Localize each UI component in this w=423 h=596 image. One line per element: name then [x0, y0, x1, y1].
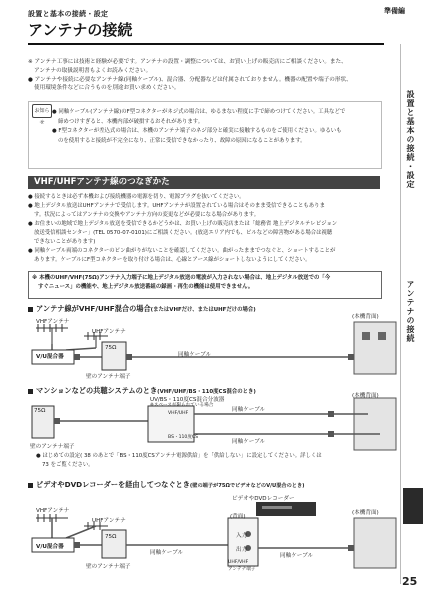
- intro-line: アンテナの取扱説明書もよくお読みください。: [34, 67, 152, 74]
- bullet-line: ● 同軸ケーブル両端のコネクターのピン曲がりがないことを確認してください。曲がったままでつなぐと、ショートすることが: [28, 248, 336, 254]
- diagram1-title: アンテナ線がVHF/UHF混合の場合: [36, 304, 151, 313]
- d2-bscs-label: BS・110度CS: [168, 435, 199, 440]
- d1-mixer-label: V/U混合器: [36, 354, 64, 360]
- memo-line: 締めつけすぎると、本機内部が破損するおそれがあります。: [58, 118, 204, 125]
- d2-splitter-label: UV/BS・110度CS混合分波器: [150, 397, 225, 403]
- side-divider: [400, 44, 401, 584]
- connector-icon: [328, 431, 334, 437]
- d3-antenna-terminal-label: アンテナ端子: [228, 567, 256, 572]
- intro-line: 使用環境条件などに合うものを別途お買い求めください。: [34, 85, 180, 92]
- connector-icon: [348, 545, 354, 551]
- d3-back-label: (本機背面): [352, 510, 379, 516]
- d1-cable-label: 同軸ケーブル: [178, 352, 212, 358]
- bullet-line: ● お住まいの地域で地上デジタル放送を受信できるかどうかは、お買い上げの販売店または「総務省 地上デジタルテレビジョン: [28, 221, 338, 227]
- d2-splitter-note: ※スペースが限られている場合: [150, 403, 214, 408]
- d1-wall-label: 壁のアンテナ端子: [86, 374, 131, 380]
- diagram3-heading: [28, 480, 305, 490]
- d2-cable2-label: 同軸ケーブル: [232, 439, 266, 445]
- bullet-line: あります。ケーブルにF型コネクターを取り付ける場合は、心線とアース線がショートしないようにしてください。: [34, 257, 311, 263]
- page-number: 25: [402, 575, 418, 588]
- intro-line: ● アンテナや接続に必要なアンテナ線(同軸ケーブル)、混合器、分配器などは付属されておりません。機器の配置や端子の形状、: [28, 76, 352, 83]
- warning-line: すぐニュース」の機能や、地上デジタル放送番組の録画・再生の機能は使用できません。: [38, 284, 254, 290]
- d3-terminal-label: 75Ω: [105, 534, 117, 540]
- memo-icon: お知らせ: [32, 104, 52, 118]
- section-bullets: [28, 193, 388, 265]
- d3-uhf-label: UHFアンテナ: [92, 518, 126, 524]
- side-tab-setup: 設置と基本の接続・設定: [406, 90, 415, 189]
- d2-terminal-label: 75Ω: [34, 408, 46, 414]
- side-tab-marker: [403, 488, 423, 524]
- d3-input-label: 入力: [236, 533, 248, 539]
- side-tab-antenna: アンテナの接続: [406, 280, 415, 343]
- heading-square-icon: [28, 389, 33, 394]
- d3-wall-label: 壁のアンテナ端子: [86, 564, 131, 570]
- tv-back-panel: [354, 398, 396, 450]
- vhf-antenna-icon: [36, 324, 68, 344]
- heading-square-icon: [28, 307, 33, 312]
- connector-icon: [126, 354, 132, 360]
- d2-cable1-label: 同軸ケーブル: [232, 407, 266, 413]
- bullet-line: 放送受信相談センター」(TEL 0570-07-0101)にご相談ください。(放送エリア内でも、ビルなどの障害物がある場合は視聴: [34, 230, 333, 236]
- bullet-line: ● 地上デジタル放送はUHFアンテナで受信します。UHFアンテナが設置されている場合はそのまま受信できることもありま: [28, 203, 325, 209]
- d1-back-label: (本機背面): [352, 314, 379, 320]
- intro-text: [28, 58, 388, 93]
- tv-port-icon: [378, 332, 386, 340]
- diagram1-graphic: [28, 314, 398, 378]
- memo-text: [52, 108, 378, 146]
- tv-back-panel: [354, 322, 396, 374]
- connector-icon: [74, 354, 80, 360]
- title-rule: [28, 43, 384, 45]
- tv-port-icon: [362, 332, 370, 340]
- breadcrumb: 設置と基本の接続・設定: [28, 10, 109, 18]
- memo-line: ● F型コネクターが差込式の場合は、本機のアンテナ端子のネジ部分と確実に接触するものをご使用ください。ゆるいも: [52, 128, 342, 134]
- d1-uhf-label: UHFアンテナ: [92, 329, 126, 335]
- d3-output-label: 出力: [236, 547, 248, 553]
- diagram2-note: (VHF/UHF/BS・110度CS混合のとき): [157, 389, 256, 395]
- d3-mixer-label: V/U混合器: [36, 544, 64, 550]
- page-title: アンテナの接続: [28, 21, 133, 39]
- d3-vhf-label: VHFアンテナ: [36, 508, 70, 514]
- connector-icon: [74, 542, 80, 548]
- diagram1-heading: [28, 304, 256, 314]
- memo-line: ● 同軸ケーブル(アンテナ線)のF型コネクターがネジ式の場合は、ゆるまない程度に手で締めつけてください。工具などで: [52, 109, 346, 115]
- diagram3-note: (壁の端子が75ΩでビデオなどのV/U混合のとき): [189, 483, 305, 489]
- warning-line: ※ 本機のUHF/VHF(75Ω)アンテナ入力端子に地上デジタル放送の電波が入力されない場合は、地上デジタル放送での「今: [32, 275, 331, 281]
- diagram1-note: (またはVHFだけ、またはUHFだけの場合): [150, 307, 256, 313]
- d2-vu-label: VHF/UHF: [168, 411, 189, 416]
- d3-cable2-label: 同軸ケーブル: [280, 553, 314, 559]
- d3-rear-label: (背面): [230, 514, 246, 520]
- tv-back-panel: [354, 518, 396, 568]
- warning-text: [32, 274, 378, 292]
- heading-square-icon: [28, 483, 33, 488]
- d2-wall-label: 壁のアンテナ端子: [30, 444, 75, 450]
- bullet-line: す。状況によってはアンテナの交換やアンテナ方向の変更などが必要になる場合があります。: [34, 212, 260, 218]
- intro-line: ※ アンテナ工事には技術と経験が必要です。アンテナの設置・調整については、お買い上げの販売店にご相談ください。また、: [28, 59, 347, 65]
- connector-icon: [328, 411, 334, 417]
- d2-note: [36, 452, 392, 470]
- connector-icon: [348, 354, 354, 360]
- d1-vhf-label: VHFアンテナ: [36, 319, 70, 325]
- d2-back-label: (本機背面): [352, 393, 379, 399]
- diagram3-title: ビデオやDVDレコーダーを経由してつなぐとき: [36, 480, 190, 489]
- d3-cable1-label: 同軸ケーブル: [150, 550, 184, 556]
- vhf-antenna-icon: [36, 514, 68, 538]
- section-heading: VHF/UHFアンテナ線のつなぎかた: [28, 176, 380, 189]
- recorder-rear-panel: [228, 518, 258, 566]
- section-tag: 準備編: [384, 7, 405, 15]
- diagram2-title: マンションなどの共聴システムのとき: [36, 386, 158, 395]
- connector-icon: [54, 418, 60, 424]
- d2-note-line: 73 をご覧ください。: [42, 461, 94, 468]
- bullet-line: ● 接続するときは必ず本機および接続機器の電源を切り、電源プラグを抜いてください。: [28, 194, 245, 200]
- bullet-line: できないことがあります): [34, 239, 96, 245]
- memo-line: のを使用すると接続が不完全になり、正常に受信できなかったり、故障の原因になることがあります。: [58, 137, 306, 144]
- d3-uv-terminal-label: UHF/VHF: [228, 560, 249, 565]
- diagram3-graphic: [28, 492, 398, 572]
- d3-recorder-label: ビデオやDVDレコーダー: [232, 496, 295, 502]
- d1-terminal-label: 75Ω: [105, 345, 117, 351]
- d2-note-line: ● はじめての設定( 38 のあとで「BS・110度CSアンテナ電源供給」を「供給しない」に設定してください。詳しくは: [36, 453, 322, 459]
